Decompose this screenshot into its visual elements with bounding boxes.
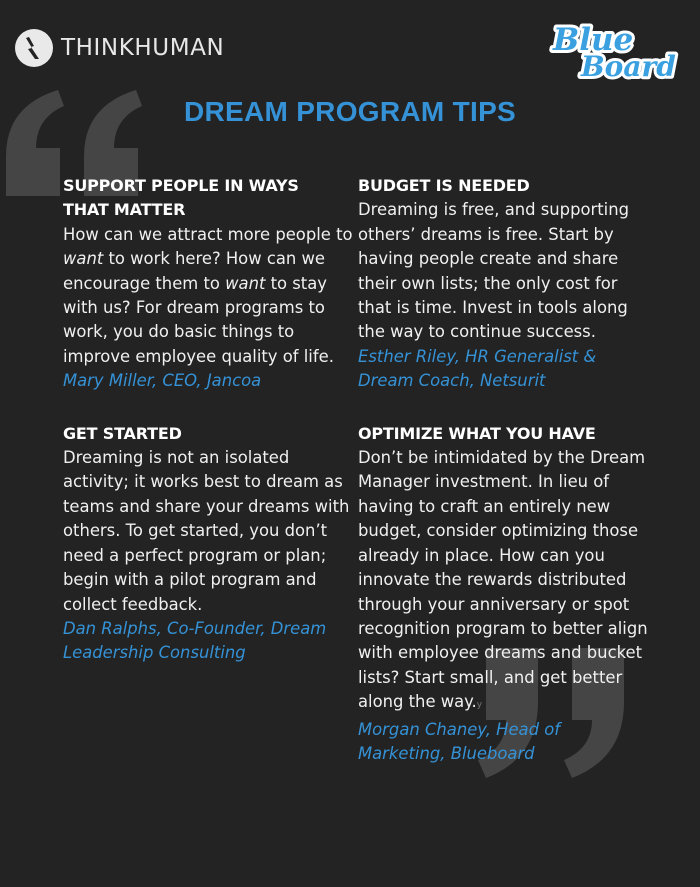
tip-attribution: Dan Ralphs, Co-Founder, Dream Leadership Consulting — [63, 618, 327, 663]
tip-body — [63, 223, 353, 369]
left-column — [63, 174, 353, 694]
tip-heading: BUDGET IS NEEDED — [358, 176, 530, 195]
tip-body-trailing-mark: y — [476, 700, 483, 711]
tip-body: Dreaming is free, and supporting others’ dreams is free. Start by having people create and share their own lists; the only cost for that is time. Invest in tools along the way to continue success. — [358, 200, 630, 342]
tip-body-emphasis: want — [63, 249, 104, 269]
tip-body: Dreaming is not an isolated activity; it works best to dream as teams and share your dreams with others. To get started, you don’t need a perfect program or plan; begin with a pilot program and collect feedback. — [63, 448, 350, 614]
tip-attribution: Mary Miller, CEO, Jancoa — [63, 371, 262, 391]
tip-body-text: How can we attract more people to — [63, 224, 353, 244]
tip-body-text: to stay with us? For dream programs to work, you do basic things to improve employee quality of life. — [63, 273, 334, 366]
tip-body-text: Don’t be intimidated by the Dream Manager investment. In lieu of having to craft an entirely new budget, consider optimizing those already in place. How can you innovate the rewards distributed through your anniversary or spot recognition program to better align with employee dreams and bucket lists? Start small, and get better along the way. — [358, 448, 648, 712]
tip-heading: GET STARTED — [63, 423, 182, 443]
page-title: DREAM PROGRAM TIPS — [183, 96, 517, 127]
thinkhuman-logo — [14, 28, 224, 68]
tip-get-started — [63, 422, 353, 666]
tip-optimize — [358, 422, 648, 767]
tip-heading: OPTIMIZE WHAT YOU HAVE — [358, 423, 596, 443]
tip-heading-line: SUPPORT PEOPLE IN WAYS — [63, 176, 299, 195]
tip-heading-line: THAT MATTER — [63, 200, 186, 220]
tip-support-people — [63, 174, 353, 394]
tip-body — [358, 446, 648, 717]
blueboard-logo — [545, 18, 676, 84]
tip-heading — [63, 174, 353, 223]
blueboard-logo-line2: Board — [581, 50, 676, 83]
thinkhuman-bolt-icon — [14, 28, 54, 68]
tip-body-emphasis: want — [225, 273, 266, 293]
tip-budget-needed — [358, 174, 648, 394]
right-column — [358, 174, 648, 794]
thinkhuman-wordmark: THINKHUMAN — [61, 35, 225, 61]
tip-attribution: Esther Riley, HR Generalist & Dream Coach, Netsurit — [358, 346, 597, 391]
tip-attribution: Morgan Chaney, Head of Marketing, Blueboard — [358, 719, 561, 763]
blueboard-logo-line1: Blue — [553, 22, 634, 58]
tip-body-text: to work here? How can we encourage them to — [63, 249, 325, 293]
